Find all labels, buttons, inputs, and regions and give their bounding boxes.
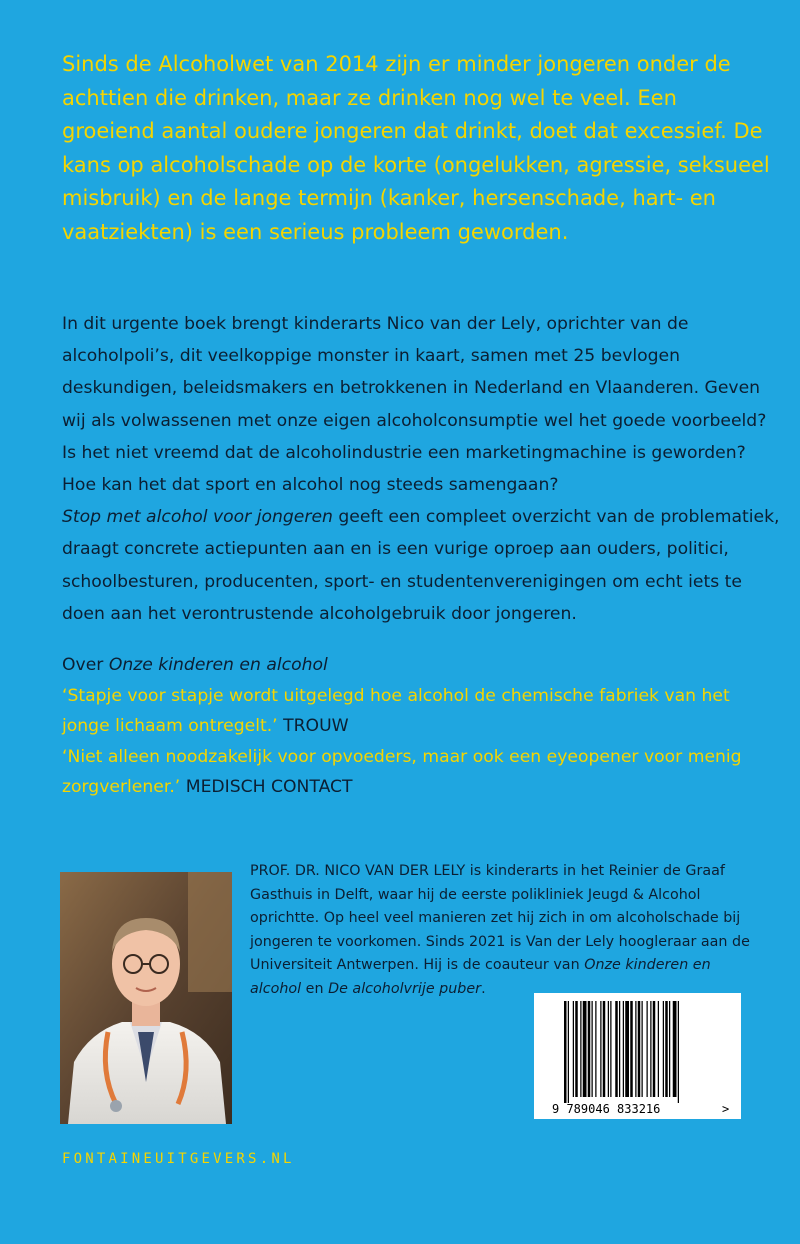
publisher-website[interactable]: FONTAINEUITGEVERS.NL: [62, 1151, 295, 1167]
barcode-bar: [663, 1001, 664, 1097]
quote-text: ‘Stapje voor stapje wordt uitgelegd hoe alcohol de chemische fabriek van het jonge lichaam ontregelt.’: [62, 685, 730, 736]
reviews-heading: [62, 650, 782, 681]
barcode-bars: [564, 1001, 679, 1103]
quote-text: ‘Niet alleen noodzakelijk voor opvoeders, maar ook een eyeopener voor menig zorgverlener.’: [62, 746, 742, 797]
description-part-1: In dit urgente boek brengt kinderarts Nico van der Lely, oprichter van de alcoholpoli’s, dit veelkoppige monster in kaart, samen met 25 bevlogen deskundigen, beleidsmakers en betrokkenen in Nederland en Vlaanderen. Geven wij als volwassenen met onze eigen alcoholconsumptie wel het goede voorbeeld? Is het niet vreemd dat de alcoholindustrie een marketingmachine is geworden? Hoe kan het dat sport en alcohol nog steeds samengaan?: [62, 314, 767, 496]
review-quote-2: [62, 742, 782, 803]
barcode-bar: [564, 1001, 567, 1103]
barcode-bar: [583, 1001, 587, 1097]
barcode-digits: 9 789046 833216: [552, 1102, 661, 1116]
bio-text: PROF. DR. NICO VAN DER LELY is kinderarts in het Reinier de Graaf Gasthuis in Delft, waar hij de eerste polikliniek Jeugd & Alcohol oprichtte. Op heel veel manieren zet hij zich in om alcoholschade bij jongeren te voorkomen. Sinds 2021 is Van der Lely hoogleraar aan de Universiteit Antwerpen. Hij is de coauteur van: [250, 863, 750, 974]
bio-and: en: [305, 980, 324, 997]
intro-paragraph: Sinds de Alcoholwet van 2014 zijn er minder jongeren onder de achttien die drinken, maar ze drinken nog wel te veel. Een groeiend aantal oudere jongeren dat drinkt, doet dat excessief. De kans op alcoholschade op de korte (ongelukken, agressie, seksueel misbruik) en de lange termijn (kanker, hersenschade, hart- en vaatziekten) is een serieus probleem geworden.: [62, 52, 770, 244]
barcode-bar: [642, 1001, 643, 1097]
barcode-bar: [592, 1001, 593, 1097]
barcode-bar: [573, 1001, 574, 1097]
barcode-bar: [625, 1001, 629, 1097]
barcode-bar: [600, 1001, 601, 1097]
bio-book-1: Onze kinderen en alcohol: [250, 957, 711, 997]
barcode-bar: [623, 1001, 624, 1097]
barcode-bar: [608, 1001, 609, 1097]
author-bio: [250, 860, 750, 1002]
barcode-bar: [610, 1001, 611, 1097]
barcode-bar: [669, 1001, 670, 1097]
bio-book-2: De alcoholvrije puber: [328, 980, 482, 997]
review-quote-1: [62, 681, 782, 742]
barcode-bar: [653, 1001, 656, 1097]
barcode-bar: [635, 1001, 636, 1097]
barcode-bar: [647, 1001, 648, 1097]
description-part-2: geeft een compleet overzicht van de problematiek, draagt concrete actiepunten aan en is een vurige oproep aan ouders, politici, schoolbesturen, producenten, sport- en studentenverenigingen om echt iets te doen aan het verontrustende alcoholgebruik door jongeren.: [62, 507, 780, 624]
barcode-bar: [658, 1001, 659, 1097]
barcode-bar: [568, 1001, 569, 1103]
barcode-bar: [673, 1001, 677, 1097]
barcode-bar: [575, 1001, 578, 1097]
barcode-bar: [615, 1001, 618, 1097]
quote-source: TROUW: [283, 716, 349, 736]
book-title: Stop met alcohol voor jongeren: [62, 507, 333, 528]
barcode-bar: [630, 1001, 633, 1097]
barcode-bar: [595, 1001, 596, 1097]
barcode-bar: [619, 1001, 620, 1097]
barcode-bar: [588, 1001, 591, 1097]
barcode-bar: [650, 1001, 651, 1097]
barcode: [534, 993, 741, 1119]
reviews-section: [62, 650, 782, 803]
over-label: Over: [62, 655, 104, 675]
barcode-arrow: >: [722, 1102, 730, 1116]
quote-source: MEDISCH CONTACT: [185, 777, 353, 797]
bio-end: .: [481, 980, 486, 997]
barcode-bar: [678, 1001, 679, 1103]
over-title: Onze kinderen en alcohol: [108, 655, 328, 675]
description-paragraph: [62, 308, 782, 630]
barcode-bar: [580, 1001, 581, 1097]
author-photo: [60, 872, 232, 1124]
barcode-bar: [603, 1001, 606, 1097]
barcode-bar: [665, 1001, 668, 1097]
barcode-bar: [638, 1001, 641, 1097]
